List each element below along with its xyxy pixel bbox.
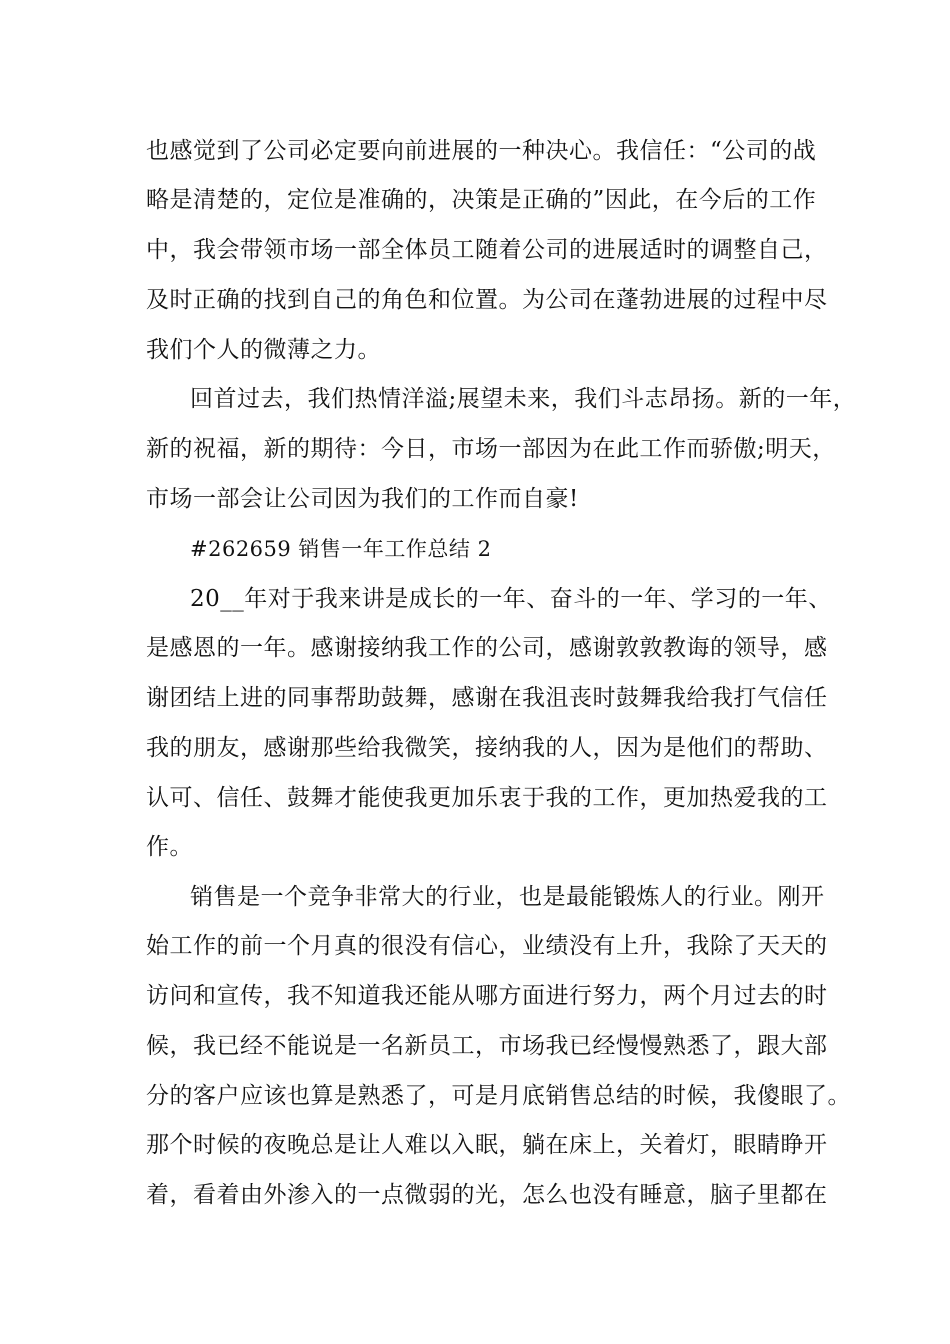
text-line: 我们个人的微薄之力。	[146, 337, 381, 363]
text-line: 认可、信任、鼓舞才能使我更加乐衷于我的工作，更加热爱我的工	[146, 785, 828, 811]
text-line: 市场一部会让公司因为我们的工作而自豪!	[146, 486, 579, 512]
text-line: 中，我会带领市场一部全体员工随着公司的进展适时的调整自己，	[146, 237, 828, 263]
text-line: 谢团结上进的同事帮助鼓舞，感谢在我沮丧时鼓舞我给我打气信任	[146, 685, 828, 711]
text-line: 分的客户应该也算是熟悉了，可是月底销售总结的时候，我傻眼了。	[146, 1083, 851, 1109]
text-line: 作。	[146, 834, 193, 860]
text-line: 那个时候的夜晚总是让人难以入眠，躺在床上，关着灯，眼睛睁开	[146, 1132, 828, 1158]
text-line: 新的祝福，新的期待：今日，市场一部因为在此工作而骄傲;明天，	[146, 436, 836, 462]
section-heading: #262659 销售一年工作总结 2	[190, 537, 492, 561]
text-line: 略是清楚的，定位是准确的，决策是正确的”因此，在今后的工作	[146, 187, 817, 213]
paragraph-start-line: 20__年对于我来讲是成长的一年、奋斗的一年、学习的一年、	[190, 586, 832, 612]
text-line: 是感恩的一年。感谢接纳我工作的公司，感谢敦敦教诲的领导，感	[146, 635, 828, 661]
text-line: 始工作的前一个月真的很没有信心，业绩没有上升，我除了天天的	[146, 933, 828, 959]
text-line: 我的朋友，感谢那些给我微笑，接纳我的人，因为是他们的帮助、	[146, 735, 828, 761]
text-line: 访问和宣传，我不知道我还能从哪方面进行努力，两个月过去的时	[146, 983, 828, 1009]
text-line: 及时正确的找到自己的角色和位置。为公司在蓬勃进展的过程中尽	[146, 287, 828, 313]
text-line: 也感觉到了公司必定要向前进展的一种决心。我信任：“公司的战	[146, 138, 817, 164]
text-line: 着，看着由外渗入的一点微弱的光，怎么也没有睡意，脑子里都在	[146, 1182, 828, 1208]
text-line: 候，我已经不能说是一名新员工，市场我已经慢慢熟悉了，跟大部	[146, 1033, 828, 1059]
paragraph-start-line: 销售是一个竞争非常大的行业，也是最能锻炼人的行业。刚开	[190, 884, 825, 910]
paragraph-start-line: 回首过去，我们热情洋溢;展望未来，我们斗志昂扬。新的一年，	[190, 386, 857, 412]
